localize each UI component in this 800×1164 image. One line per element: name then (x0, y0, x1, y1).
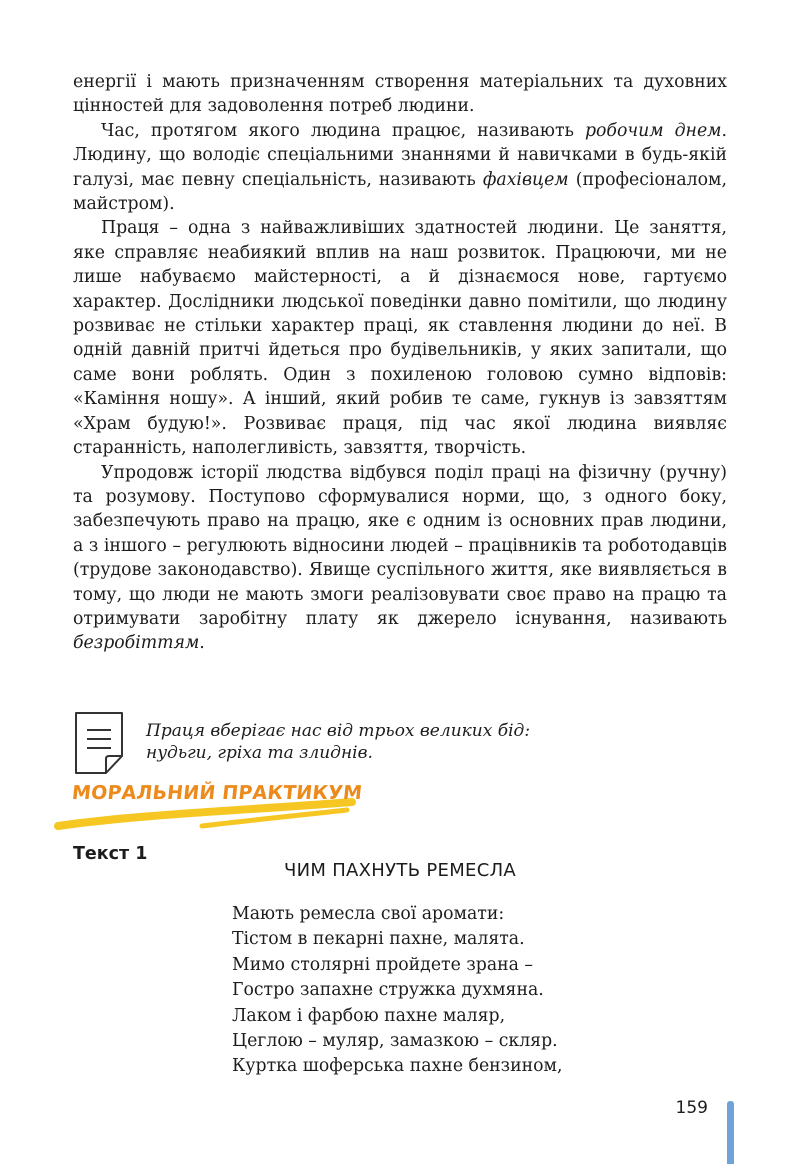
poem-line: Тістом в пекарні пахне, малята. (232, 929, 525, 950)
poem-line: Лаком і фарбою пахне маляр, (232, 1005, 506, 1026)
banner-underline (52, 770, 372, 840)
page-number: 159 (675, 1098, 708, 1118)
poem (232, 902, 563, 1080)
poem-title: ЧИМ ПАХНУТЬ РЕМЕСЛА (283, 860, 517, 881)
term-working-day: робочим днем (584, 120, 722, 141)
section-title: МОРАЛЬНИЙ ПРАКТИКУМ (70, 782, 364, 804)
section-banner (52, 770, 372, 840)
note-icon (73, 710, 125, 776)
quote-line-1: Праця вберігає нас від трьох великих бід: (146, 721, 531, 741)
poem-line: Куртка шоферська пахне бензином, (232, 1056, 563, 1077)
term-unemployment: безробіттям (73, 633, 200, 654)
poem-line: Цеглою – муляр, замазкою – скляр. (232, 1031, 558, 1052)
poem-line: Гостро запахне стружка духмяна. (232, 980, 544, 1001)
page-edge-bar (727, 1101, 734, 1164)
paragraph-4: Упродовж історії людства відбувся поділ праці на фізичну (ручну) та розумову. Поступово сформувалися норми, що, з одного боку, забезпечують право на працю, яке є одним із основних прав людини, а з іншого – регулюють відносини людей – працівників та роботодавців (трудове законодавство). Явище суспільного життя, яке виявляється в тому, що люди не мають змоги реалізовувати своє право на працю та отримувати заробітну плату як джерело існування, називають безробіттям. (73, 462, 727, 654)
term-specialist: фахівцем (482, 169, 569, 190)
poem-line: Мимо столярні пройдете зрана – (232, 954, 534, 975)
paragraph-2: Час, протягом якого людина працює, називають робочим днем. Людину, що володіє спеціальними знаннями й навичками в будь-якій галузі, має певну спеціальність, називають фахівцем (професіоналом, майстром). (73, 120, 727, 215)
quote-text (146, 720, 530, 764)
body-text (73, 70, 727, 656)
text-label: Текст 1 (73, 844, 148, 864)
paragraph-1: енергії і мають призначенням створення матеріальних та духовних цінностей для задоволення потреб людини. (73, 72, 727, 117)
quote-line-2: нудьги, гріха та злиднів. (146, 743, 373, 763)
paragraph-3: Праця – одна з найважливіших здатностей людини. Це заняття, яке справляє неабиякий вплив на наш розвиток. Працюючи, ми не лише набуваємо майстерності, а й дізнаємося нове, гартуємо характер. Дослідники людської поведінки давно помітили, що людину розвиває не стільки характер праці, як ставлення людини до неї. В одній давній притчі йдеться про будівельників, у яких запитали, що саме вони роблять. Один з похиленою головою сумно відповів: «Каміння ношу». А інший, який робив те саме, гукнув із завзяттям «Храм будую!». Розвиває праця, під час якої людина виявляє старанність, наполегливість, завзяття, творчість. (73, 218, 727, 459)
poem-line: Мають ремесла свої аромати: (232, 904, 505, 924)
